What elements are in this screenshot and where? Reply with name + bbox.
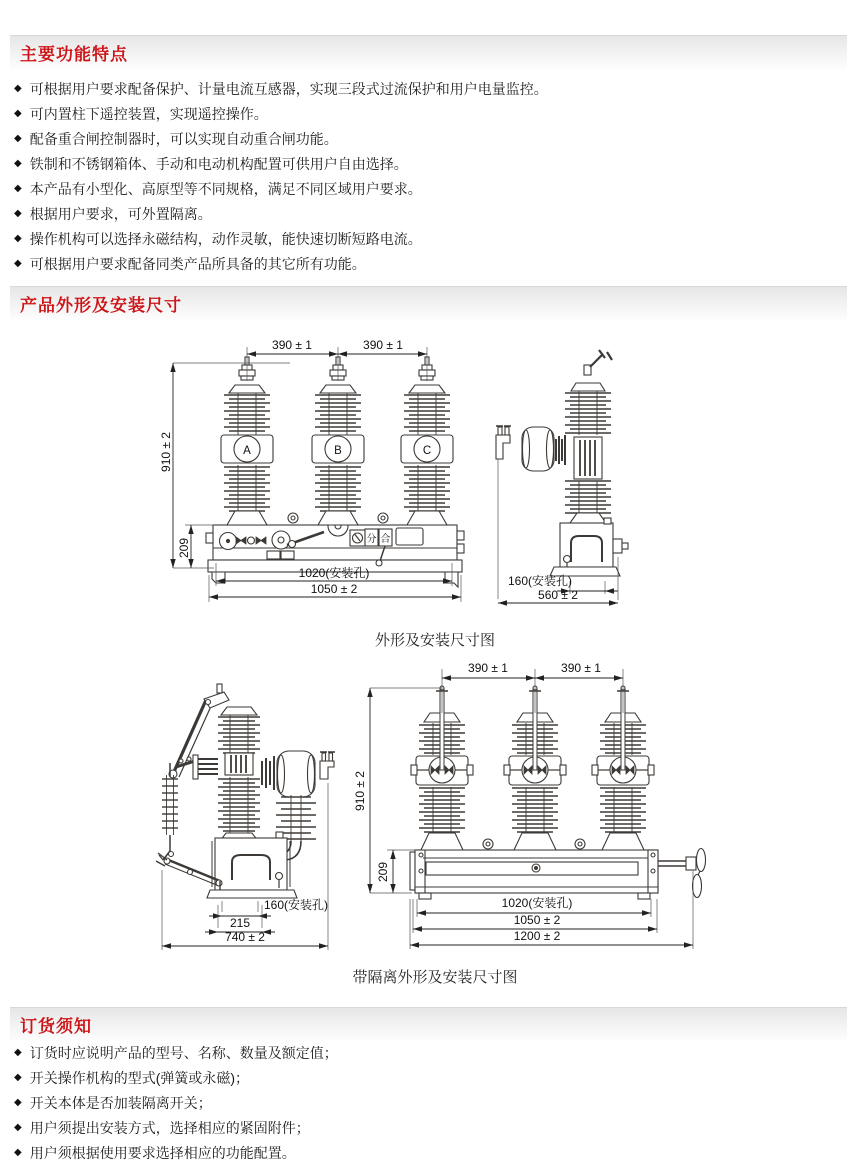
feature-item-text: 可内置柱下遥控装置，实现遥控操作。	[29, 105, 268, 122]
diamond-bullet-icon: ◆	[14, 207, 22, 219]
order-item	[14, 1115, 338, 1140]
feature-item	[14, 251, 548, 276]
dim-390-left-label: 390 ± 1	[272, 338, 312, 352]
order-item-text: 用户须根据使用要求选择相应的功能配置。	[29, 1144, 296, 1161]
feature-item	[14, 126, 548, 151]
diamond-bullet-icon: ◆	[14, 1146, 22, 1158]
features-list	[14, 76, 548, 276]
diamond-bullet-icon: ◆	[14, 157, 22, 169]
order-item	[14, 1065, 338, 1090]
dim-1050-label: 1050 ± 2	[513, 913, 561, 927]
diamond-bullet-icon: ◆	[14, 1046, 22, 1058]
order-item-text: 开关本体是否加装隔离开关；	[29, 1094, 212, 1111]
feature-item	[14, 226, 548, 251]
section-title-ordering: 订货须知	[20, 1017, 92, 1036]
dim-160-label: 160(安装孔)	[508, 574, 573, 588]
feature-item	[14, 176, 548, 201]
feature-item	[14, 151, 548, 176]
dim-740-label: 740 ± 2	[225, 930, 265, 944]
feature-item	[14, 201, 548, 226]
feature-item	[14, 76, 548, 101]
feature-item-text: 操作机构可以选择永磁结构，动作灵敏，能快速切断短路电流。	[29, 230, 422, 247]
diamond-bullet-icon: ◆	[14, 1121, 22, 1133]
dim-390-right-label: 390 ± 1	[561, 661, 601, 675]
dim-560-label: 560 ± 2	[538, 588, 578, 602]
diamond-bullet-icon: ◆	[14, 82, 22, 94]
order-item	[14, 1090, 338, 1115]
diamond-bullet-icon: ◆	[14, 132, 22, 144]
diamond-bullet-icon: ◆	[14, 232, 22, 244]
dim-1200-label: 1200 ± 2	[513, 929, 561, 943]
switch-close-label: 合	[380, 534, 391, 545]
order-item	[14, 1040, 338, 1065]
diamond-bullet-icon: ◆	[14, 107, 22, 119]
dim-910-label: 910 ± 2	[159, 432, 173, 472]
section-title-dimensions: 产品外形及安装尺寸	[20, 296, 182, 315]
feature-item	[14, 101, 548, 126]
dim-215-label: 215	[229, 916, 251, 930]
order-item-text: 订货时应说明产品的型号、名称、数量及额定值；	[29, 1044, 338, 1061]
pole-label-a: A	[243, 445, 251, 457]
section-bar-features	[10, 35, 847, 69]
order-item-text: 用户须提出安装方式，选择相应的紧固附件；	[29, 1119, 310, 1136]
dim-209-label: 209	[177, 537, 191, 559]
isolated-outline-dimension-drawing	[140, 655, 740, 955]
feature-item-text: 可根据用户要求配备同类产品所具备的其它所有功能。	[29, 255, 366, 272]
feature-item-text: 根据用户要求，可外置隔离。	[29, 205, 212, 222]
feature-item-text: 本产品有小型化、高原型等不同规格，满足不同区域用户要求。	[29, 180, 422, 197]
order-item-text: 开关操作机构的型式(弹簧或永磁)；	[29, 1069, 250, 1086]
section-bar-ordering	[10, 1007, 847, 1041]
dim-390-left-label: 390 ± 1	[468, 661, 508, 675]
diamond-bullet-icon: ◆	[14, 182, 22, 194]
dim-910-label: 910 ± 2	[353, 771, 367, 811]
section-title-features: 主要功能特点	[20, 45, 128, 64]
diamond-bullet-icon: ◆	[14, 257, 22, 269]
diamond-bullet-icon: ◆	[14, 1071, 22, 1083]
outline-dimension-drawing	[150, 335, 670, 620]
dim-209-label: 209	[376, 861, 390, 883]
dim-1020-label: 1020(安装孔)	[501, 896, 573, 910]
pole-label-c: C	[422, 445, 432, 457]
dim-390-right-label: 390 ± 1	[363, 338, 403, 352]
switch-open-label: 分	[366, 534, 377, 545]
diamond-bullet-icon: ◆	[14, 1096, 22, 1108]
feature-item-text: 配备重合闸控制器时，可以实现自动重合闸功能。	[29, 130, 338, 147]
pole-label-b: B	[334, 445, 342, 457]
ordering-list	[14, 1040, 338, 1165]
figure2-caption: 带隔离外形及安装尺寸图	[352, 969, 518, 986]
dim-1020-label: 1020(安装孔)	[298, 566, 370, 580]
dim-160-label: 160(安装孔)	[264, 898, 329, 912]
dim-1050-label: 1050 ± 2	[310, 582, 358, 596]
section-bar-dimensions	[10, 286, 847, 320]
feature-item-text: 可根据用户要求配备保护、计量电流互感器，实现三段式过流保护和用户电量监控。	[29, 80, 548, 97]
order-item	[14, 1140, 338, 1165]
feature-item-text: 铁制和不锈钢箱体、手动和电动机构配置可供用户自由选择。	[29, 155, 408, 172]
figure1-caption: 外形及安装尺寸图	[374, 632, 495, 649]
